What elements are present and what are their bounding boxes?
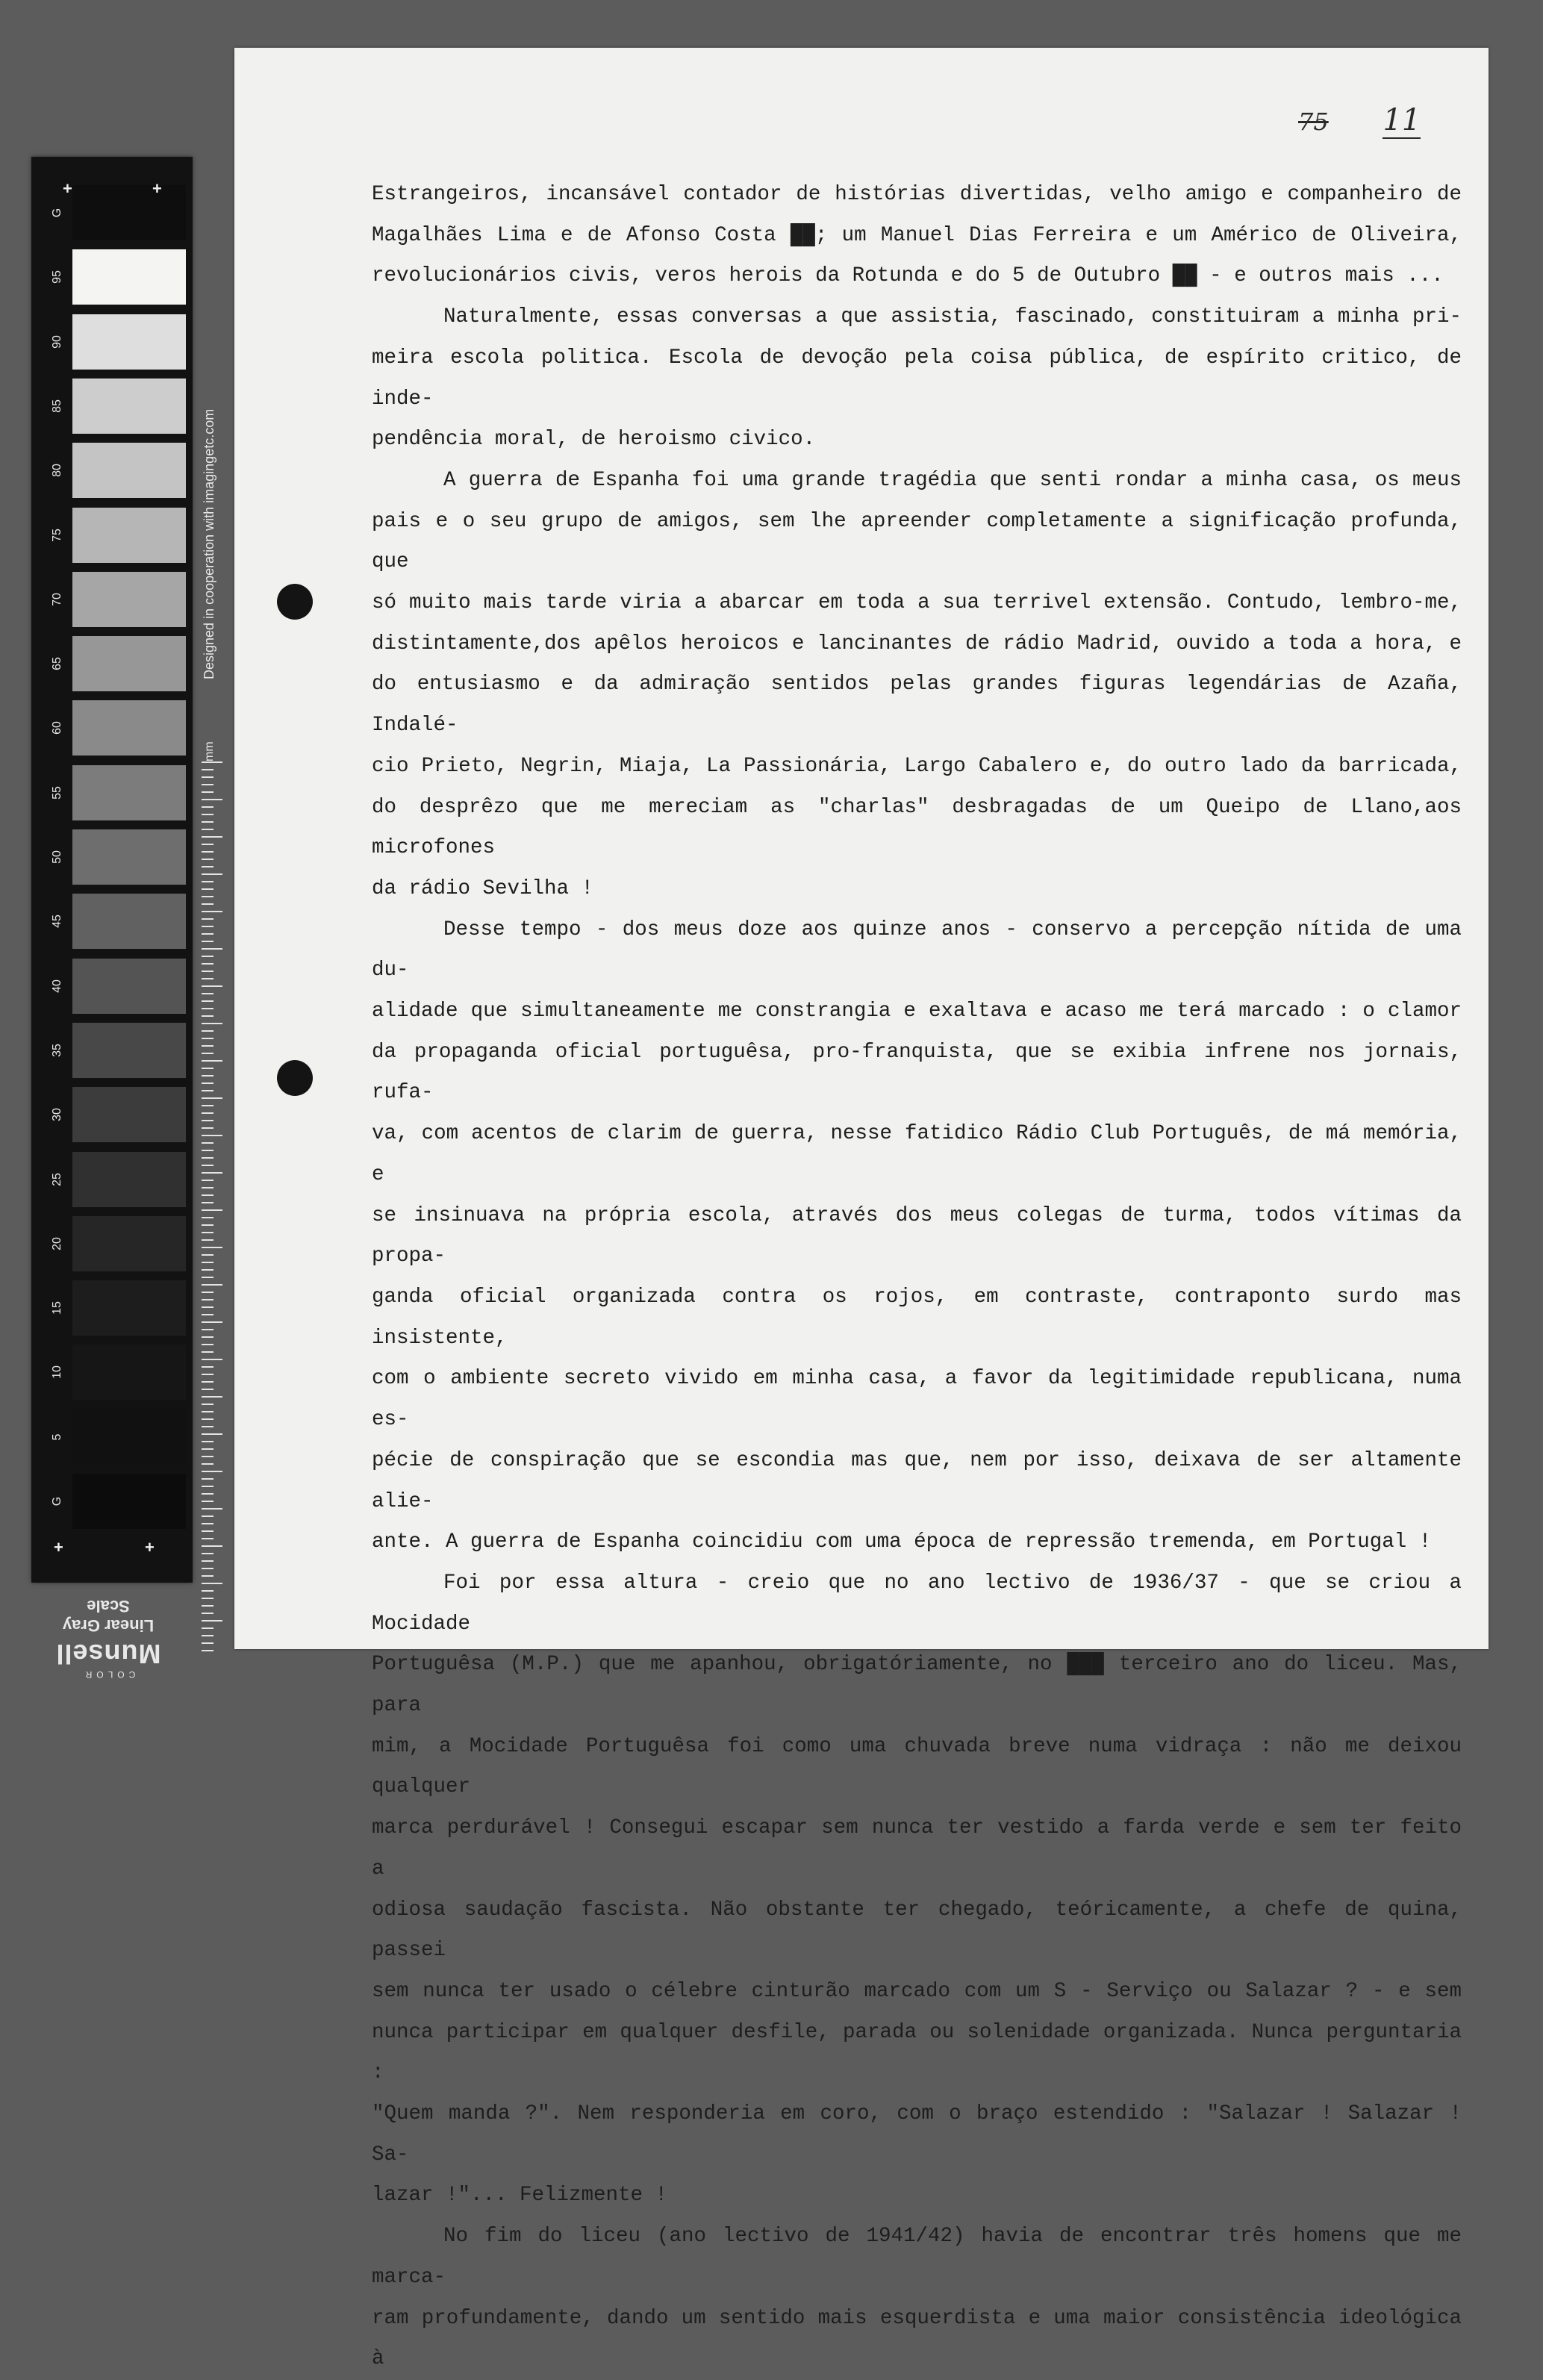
gray-patch-label: 25 xyxy=(51,1172,63,1186)
text-line: marca perdurável ! Consegui escapar sem nunca ter vestido a farda verde e sem ter feito a xyxy=(372,1816,1462,1881)
text-line: alidade que simultaneamente me constrangia e exaltava e acaso me terá marcado : o clamor xyxy=(372,1000,1462,1024)
gray-patch-label: 95 xyxy=(51,270,63,284)
gray-patch-label: 20 xyxy=(51,1236,63,1250)
gray-patch xyxy=(72,314,186,370)
punch-hole xyxy=(277,584,313,620)
gray-patch xyxy=(72,765,186,820)
registration-mark: + xyxy=(63,179,72,198)
scale-side-text: Designed in cooperation with imagingetc.com xyxy=(202,408,216,679)
text-line: distintamente,dos apêlos heroicos e lancinantes de rádio Madrid, ouvido a toda a hora, e xyxy=(372,632,1462,655)
punch-hole xyxy=(277,1060,313,1096)
text-line: pécie de conspiração que se escondia mas que, nem por isso, deixava de ser altamente alie- xyxy=(372,1448,1462,1513)
gray-patch-label: 80 xyxy=(51,464,63,478)
gray-patch xyxy=(72,443,186,498)
gray-patch xyxy=(72,249,186,305)
text-line: A guerra de Espanha foi uma grande tragédia que senti rondar a minha casa, os meus xyxy=(443,468,1462,492)
gray-patch xyxy=(72,508,186,563)
text-line: Portuguêsa (M.P.) que me apanhou, obrigatóriamente, no ███ terceiro ano do liceu. Mas, para xyxy=(372,1653,1462,1718)
text-line: pendência moral, de heroismo civico. xyxy=(372,428,816,452)
mm-ruler-major xyxy=(208,761,222,1657)
gray-patch-label: 40 xyxy=(51,979,63,993)
gray-patch xyxy=(72,894,186,949)
linear-gray-scale-label: Linear Gray Scale xyxy=(62,1597,155,1635)
gray-patch-label: 55 xyxy=(51,785,63,800)
gray-patch xyxy=(72,959,186,1014)
registration-mark: + xyxy=(152,179,162,198)
gray-patch xyxy=(72,572,186,627)
gray-patch-label: 45 xyxy=(51,915,63,929)
text-line: va, com acentos de clarim de guerra, nesse fatidico Rádio Club Português, de má memória, e xyxy=(372,1122,1462,1186)
text-line: se insinuava na própria escola, através dos meus colegas de turma, todos vítimas da propa- xyxy=(372,1203,1462,1268)
gray-scale-card xyxy=(31,157,216,1583)
page-number-current: 11 xyxy=(1383,103,1421,137)
text-line: Naturalmente, essas conversas a que assistia, fascinado, constituiram a minha pri- xyxy=(443,305,1462,329)
gray-patch xyxy=(72,185,186,240)
gray-patch-label: 5 xyxy=(51,1433,63,1441)
text-line: Estrangeiros, incansável contador de histórias divertidas, velho amigo e companheiro de xyxy=(372,183,1462,206)
gray-patch-label: 90 xyxy=(51,334,63,349)
text-line: "Quem manda ?". Nem responderia em coro, com o braço estendido : "Salazar ! Salazar ! Sa- xyxy=(372,2102,1462,2166)
text-line: do desprêzo que me mereciam as "charlas" desbragadas de um Queipo de Llano,aos microfones xyxy=(372,795,1462,860)
text-line: meira escola politica. Escola de devoção pela coisa pública, de espírito critico, de inde- xyxy=(372,346,1462,411)
text-line: Desse tempo - dos meus doze aos quinze anos - conservo a percepção nítida de uma du- xyxy=(372,918,1462,982)
gray-patch xyxy=(72,636,186,691)
text-line: lazar !"... Felizmente ! xyxy=(372,2184,668,2208)
gray-patch xyxy=(72,1345,186,1400)
text-line: do entusiasmo e da admiração sentidos pelas grandes figuras legendárias de Azaña, Indalé- xyxy=(372,673,1462,738)
gray-patch-label: 50 xyxy=(51,850,63,864)
gray-patch-label: 15 xyxy=(51,1301,63,1315)
text-line: só muito mais tarde viria a abarcar em toda a sua terrivel extensão. Contudo, lembro-me, xyxy=(372,591,1462,615)
text-line: odiosa saudação fascista. Não obstante ter chegado, teóricamente, a chefe de quina, passei xyxy=(372,1898,1462,1963)
gray-patch-label: 60 xyxy=(51,721,63,735)
gray-patch-label: 10 xyxy=(51,1365,63,1380)
gray-patch xyxy=(72,1280,186,1336)
gray-patch-label: 30 xyxy=(51,1108,63,1122)
text-line: Magalhães Lima e de Afonso Costa ██; um Manuel Dias Ferreira e um Américo de Oliveira, xyxy=(372,223,1462,247)
gray-patch xyxy=(72,379,186,434)
document-page xyxy=(234,48,1489,2371)
gray-patch xyxy=(72,829,186,885)
munsell-logo xyxy=(41,1583,175,1680)
munsell-brand: Munsell xyxy=(55,1639,161,1669)
text-line: da rádio Sevilha ! xyxy=(372,876,594,900)
registration-mark: + xyxy=(54,1538,63,1557)
text-line: mim, a Mocidade Portuguêsa foi como uma chuvada breve numa vidraça : não me deixou qualquer xyxy=(372,1734,1462,1799)
gray-patch xyxy=(72,1023,186,1078)
gray-patch-label: 75 xyxy=(51,528,63,542)
gray-patch-label: G xyxy=(51,1496,63,1507)
text-line: nunca participar em qualquer desfile, parada ou solenidade organizada. Nunca perguntaria : xyxy=(372,2020,1462,2085)
text-line: ganda oficial organizada contra os rojos, em contraste, contraponto surdo mas insistente, xyxy=(372,1285,1462,1350)
mm-label: mm xyxy=(203,741,216,761)
gray-patch-label: 70 xyxy=(51,592,63,606)
gray-patch xyxy=(72,700,186,756)
gray-patch xyxy=(72,1152,186,1207)
text-line: No fim do liceu (ano lectivo de 1941/42) havia de encontrar três homens que me marca- xyxy=(372,2225,1462,2289)
text-line: pais e o seu grupo de amigos, sem lhe apreender completamente a significação profunda, que xyxy=(372,509,1462,574)
text-line: ante. A guerra de Espanha coincidiu com uma época de repressão tremenda, em Portugal ! xyxy=(372,1530,1432,1554)
text-line: da propaganda oficial portuguêsa, pro-franquista, que se exibia infrene nos jornais, rufa- xyxy=(372,1040,1462,1105)
gray-patch xyxy=(72,1216,186,1271)
page-number-struck: 75 xyxy=(1298,108,1329,136)
munsell-brand-sub: COLOR xyxy=(81,1669,136,1680)
gray-patch-label: 35 xyxy=(51,1044,63,1057)
text-line: com o ambiente secreto vivido em minha casa, a favor da legitimidade republicana, numa es- xyxy=(372,1367,1462,1432)
text-line: revolucionários civis, veros herois da Rotunda e do 5 de Outubro ██ - e outros mais ... xyxy=(372,264,1444,288)
page-number xyxy=(1298,103,1421,137)
text-line: Foi por essa altura - creio que no ano lectivo de 1936/37 - que se criou a Mocidade xyxy=(372,1571,1462,1636)
gray-patch-label: G xyxy=(51,208,63,218)
typewritten-text xyxy=(372,175,1462,2380)
registration-mark: + xyxy=(145,1538,155,1557)
gray-patch xyxy=(72,1474,186,1529)
gray-patch-label: 65 xyxy=(51,657,63,670)
text-line: ram profundamente, dando um sentido mais esquerdista e uma maior consistência ideológica à xyxy=(372,2306,1462,2371)
gray-patch xyxy=(72,1087,186,1142)
gray-patch xyxy=(72,1409,186,1465)
gray-patch-label: 85 xyxy=(51,399,63,413)
text-line: sem nunca ter usado o célebre cinturão marcado com um S - Serviço ou Salazar ? - e sem xyxy=(372,1979,1462,2003)
text-line: cio Prieto, Negrin, Miaja, La Passionária, Largo Cabalero e, do outro lado da barricada, xyxy=(372,754,1462,778)
